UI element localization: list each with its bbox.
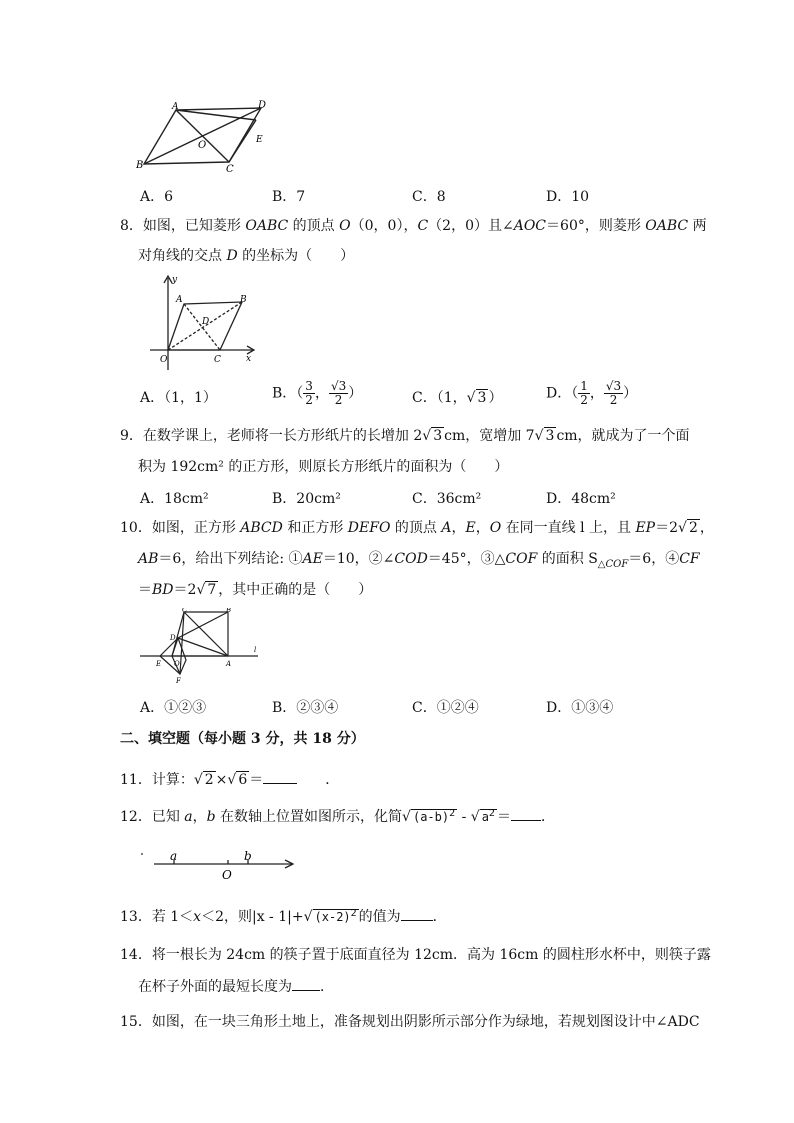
q9-l1c: cm，就成为了一个面 (556, 428, 690, 444)
q12-sqrt-2: √ $a^2$ (470, 808, 495, 825)
q7-option-c: C．8 (412, 189, 446, 205)
q12-b: a (184, 809, 193, 825)
q10-l3c: ＝2 (173, 582, 197, 598)
q9-line-1 (120, 426, 690, 446)
q10-line-1 (120, 518, 714, 538)
q8-t1g: （2，0）且∠ (428, 218, 514, 234)
q8-optd-prefix: D．（ (546, 385, 579, 402)
q7-fig-label-d: D (258, 100, 267, 111)
q8-optb-f2-num: √3 (330, 379, 347, 393)
q11-rad-2: 6 (238, 772, 248, 788)
q7-fig-label-a: A (172, 102, 179, 112)
q10-l1j: O (489, 520, 502, 536)
q12-rad-1: (a-b) (412, 810, 450, 824)
q8-optb-f1-den: 2 (305, 393, 313, 407)
q12-sqrt-1: √ $(a-b)^2$ (402, 808, 456, 825)
q9-line-2: 积为 192cm² 的正方形，则原长方形纸片的面积为（ ） (138, 459, 509, 475)
q8-t2c: 的坐标为（ ） (237, 248, 355, 264)
q12-minus: - (457, 809, 471, 825)
q8-optd-f1-num: 1 (580, 379, 588, 393)
q8-optd-suffix: ） (623, 385, 638, 402)
q12-sup-2: 2 (488, 808, 495, 819)
q8-optb-suffix: ） (348, 385, 363, 402)
q10-fig-label-f: F (176, 677, 181, 685)
q10-l1l: EP (635, 520, 656, 536)
q10-option-b: B．②③④ (272, 700, 339, 716)
q10-l1f: A (441, 520, 452, 536)
q8-t2a: 对角线的交点 (138, 248, 227, 264)
q11-times: × (215, 772, 228, 788)
q8-t1e: （0，0）， (350, 218, 418, 234)
q8-optb-frac1 (303, 380, 315, 407)
q10-fig-label-l: l (254, 646, 257, 654)
q10-fig-label-b: B (226, 608, 232, 614)
q10-l1m: ＝2 (655, 520, 679, 536)
q12-fig-label-o: O (222, 868, 232, 882)
q7-fig-label-b: B (136, 160, 144, 171)
q8-optd-frac1 (578, 380, 590, 407)
q8-t1j: OABC (645, 218, 689, 234)
q12-a: 12．已知 (120, 809, 185, 825)
q14-line-2 (138, 976, 334, 997)
q8-optb-f1-num: 3 (305, 379, 313, 393)
q15-line-1: 15．如图，在一块三角形土地上，准备规划出阴影所示部分作为绿地，若规划图设计中∠ADC (120, 1014, 700, 1030)
q9-option-d: D．48cm² (546, 491, 616, 507)
q13-x: x (193, 909, 202, 925)
q11-rad-1: 2 (204, 772, 214, 788)
q10-l2e: COD (394, 551, 428, 567)
q13-line (120, 904, 447, 927)
q10-l1a: 10．如图，正方形 (120, 520, 241, 536)
q13-end: ． (432, 909, 447, 925)
q10-l3a: ＝ (138, 582, 152, 598)
q8-t1f: C (417, 218, 429, 234)
q7-fig-label-e: E (256, 135, 263, 145)
q8-t1b: OABC (245, 218, 289, 234)
q8-optc-sqrt: √ 3 (466, 390, 487, 406)
q10-l2d: ＝10，②∠ (322, 551, 395, 567)
q7-fig-label-o: O (198, 140, 207, 151)
q9-rad-1: 3 (433, 428, 443, 444)
q8-option-a: A．（1，1） (140, 390, 217, 406)
q10-fig-label-d: D (170, 634, 176, 642)
q8-optc-rad: 3 (477, 390, 487, 406)
q13-answer-blank[interactable] (401, 906, 433, 921)
q10-l2j: CF (679, 551, 700, 567)
q8-number: 8． (120, 218, 143, 234)
q13-rad: (x-2) (314, 910, 351, 924)
q8-t1c: 的顶点 (288, 218, 340, 234)
q9-option-c: C．36cm² (412, 491, 482, 507)
q10-l1i: ， (475, 520, 490, 536)
q8-optd-f1-den: 2 (580, 393, 588, 407)
q12-sup-1: 2 (449, 808, 456, 819)
q10-l1b: ABCD (240, 520, 283, 536)
q8-fig-label-a: A (176, 295, 183, 305)
q11-sqrt-1: √ 2 (193, 772, 214, 788)
q9-rad-2: 3 (545, 428, 555, 444)
q8-fig-label-d: D (202, 317, 210, 327)
q8-t1i: ＝60°，则菱形 (546, 218, 646, 234)
q8-optb-prefix: B．（ (272, 385, 304, 402)
q8-option-b: B．（ $\frac{3}{2}$ ， $\frac{√3}{2}$ ） (272, 379, 363, 407)
q10-l2b: ＝6，给出下列结论: ① (158, 551, 303, 567)
q10-l3b: BD (152, 582, 174, 598)
q10-l1k: 在同一直线 l 上，且 (501, 520, 636, 536)
q8-figure (142, 270, 262, 375)
q12-answer-blank[interactable] (511, 806, 541, 821)
q12-eq: ＝ (496, 809, 511, 825)
q10-option-a: A．①②③ (140, 700, 207, 716)
q10-l2f: ＝45°，③△ (427, 551, 506, 567)
q8-t1h: AOC (513, 218, 547, 234)
q13-b: ＜2，则|x - 1|+ (201, 909, 304, 925)
q11-sqrt-2: √ 6 (227, 772, 248, 788)
q7-option-d: D．10 (546, 189, 590, 205)
q13-sqrt: √ $(x-2)^2$ (303, 908, 357, 925)
q12-e: 在数轴上位置如图所示，化简 (215, 809, 403, 825)
q8-fig-label-o: O (160, 355, 168, 365)
q10-l1d: DEFO (347, 520, 391, 536)
q12-fig-label-b: b (244, 849, 252, 863)
q10-option-c: C．①②④ (412, 700, 479, 716)
q10-l1g: ， (451, 520, 466, 536)
q8-fig-label-c: C (214, 355, 221, 365)
q8-t1k: 两 (688, 218, 707, 234)
q8-line-1 (120, 216, 707, 236)
q9-l1a: 9．在数学课上，老师将一长方形纸片的长增加 2 (120, 428, 423, 444)
q13-a: 13．若 1＜ (120, 909, 194, 925)
q11-a: 11．计算： (120, 772, 194, 788)
q14-line-1: 14．将一根长为 24cm 的筷子置于底面直径为 12cm．高为 16cm 的圆柱形水杯中，则筷子露 (120, 947, 711, 963)
q14-answer-blank[interactable] (292, 976, 320, 991)
q8-t1a: 如图，已知菱形 (142, 218, 246, 234)
q8-optc-prefix: C．（1， (412, 390, 467, 406)
q9-l1b: cm，宽增加 7 (444, 428, 535, 444)
q12-rad-2: a (481, 810, 489, 824)
q10-l2c: AE (302, 551, 323, 567)
q11-eq: ＝ (249, 772, 264, 788)
q10-fig-label-c: C (182, 608, 188, 614)
q7-option-b: B．7 (272, 189, 306, 205)
q8-optb-frac2 (329, 380, 348, 407)
q10-figure (138, 608, 263, 688)
q12-d: b (206, 809, 216, 825)
q11-answer-blank[interactable] (263, 769, 297, 784)
q12-line (120, 804, 555, 827)
q9-option-a: A．18cm² (140, 491, 209, 507)
q10-fig-label-o: O (174, 660, 180, 668)
q9-sqrt-2: √ 3 (534, 428, 555, 444)
q10-l1h: E (465, 520, 476, 536)
q10-sqrt-1: √ 2 (678, 520, 698, 536)
q10-l2i: ＝6，④ (628, 551, 680, 567)
q13-sup: 2 (350, 908, 357, 919)
q14-l2: 在杯子外面的最短长度为 (138, 979, 292, 995)
q12-number-line (140, 844, 300, 884)
section-2-title: 二、填空题（每小题 3 分，共 18 分） (120, 731, 365, 747)
q12-fig-label-a: a (170, 849, 178, 863)
q7-figure (136, 100, 276, 175)
q10-rad-2: 7 (207, 582, 217, 598)
q7-fig-label-c: C (226, 164, 234, 175)
q8-fig-label-y: y (172, 275, 178, 285)
q8-optd-f2-den: 2 (609, 393, 618, 407)
q8-fig-label-b: B (240, 295, 247, 305)
q11-line (120, 769, 339, 790)
q10-rad-1: 2 (688, 520, 698, 536)
q10-sqrt-2: √ 7 (196, 582, 217, 598)
q8-t1d: O (339, 218, 351, 234)
q10-line-2 (138, 549, 700, 575)
q10-fig-label-e: E (156, 660, 162, 668)
q10-l2h: 的面积 S (537, 551, 598, 567)
q12-c: ， (192, 809, 207, 825)
q14-end: ． (320, 979, 334, 995)
q8-optb-f2-den: 2 (334, 393, 343, 407)
q10-line-3 (138, 580, 372, 600)
q8-option-c (412, 387, 502, 407)
q12-end: ． (540, 809, 555, 825)
q7-option-a: A．6 (140, 189, 174, 205)
q8-fig-label-x: x (246, 354, 252, 364)
q10-l1n: ， (699, 520, 714, 536)
q10-l1e: 的顶点 (390, 520, 442, 536)
q8-line-2 (138, 246, 354, 266)
q10-option-d: D．①③④ (546, 700, 614, 716)
q10-fig-label-a: A (226, 660, 232, 668)
q8-optd-f2-num: √3 (605, 379, 622, 393)
q10-l3d: ，其中正确的是（ ） (218, 582, 373, 598)
q10-l2g: COF (505, 551, 538, 567)
q8-option-d: D．（ $\frac{1}{2}$ ， $\frac{√3}{2}$ ） (546, 379, 638, 407)
q8-t2b: D (226, 248, 238, 264)
q13-c: 的值为 (358, 909, 401, 925)
q9-sqrt-1: √ 3 (422, 428, 443, 444)
q11-end: ． (325, 772, 340, 788)
q10-l1c: 和正方形 (282, 520, 348, 536)
q8-optd-frac2 (604, 380, 623, 407)
q10-l2a: AB (138, 551, 159, 567)
q10-l2-sub: △COF (597, 558, 629, 570)
q8-optc-suffix: ） (488, 390, 503, 406)
q9-option-b: B．20cm² (272, 491, 341, 507)
